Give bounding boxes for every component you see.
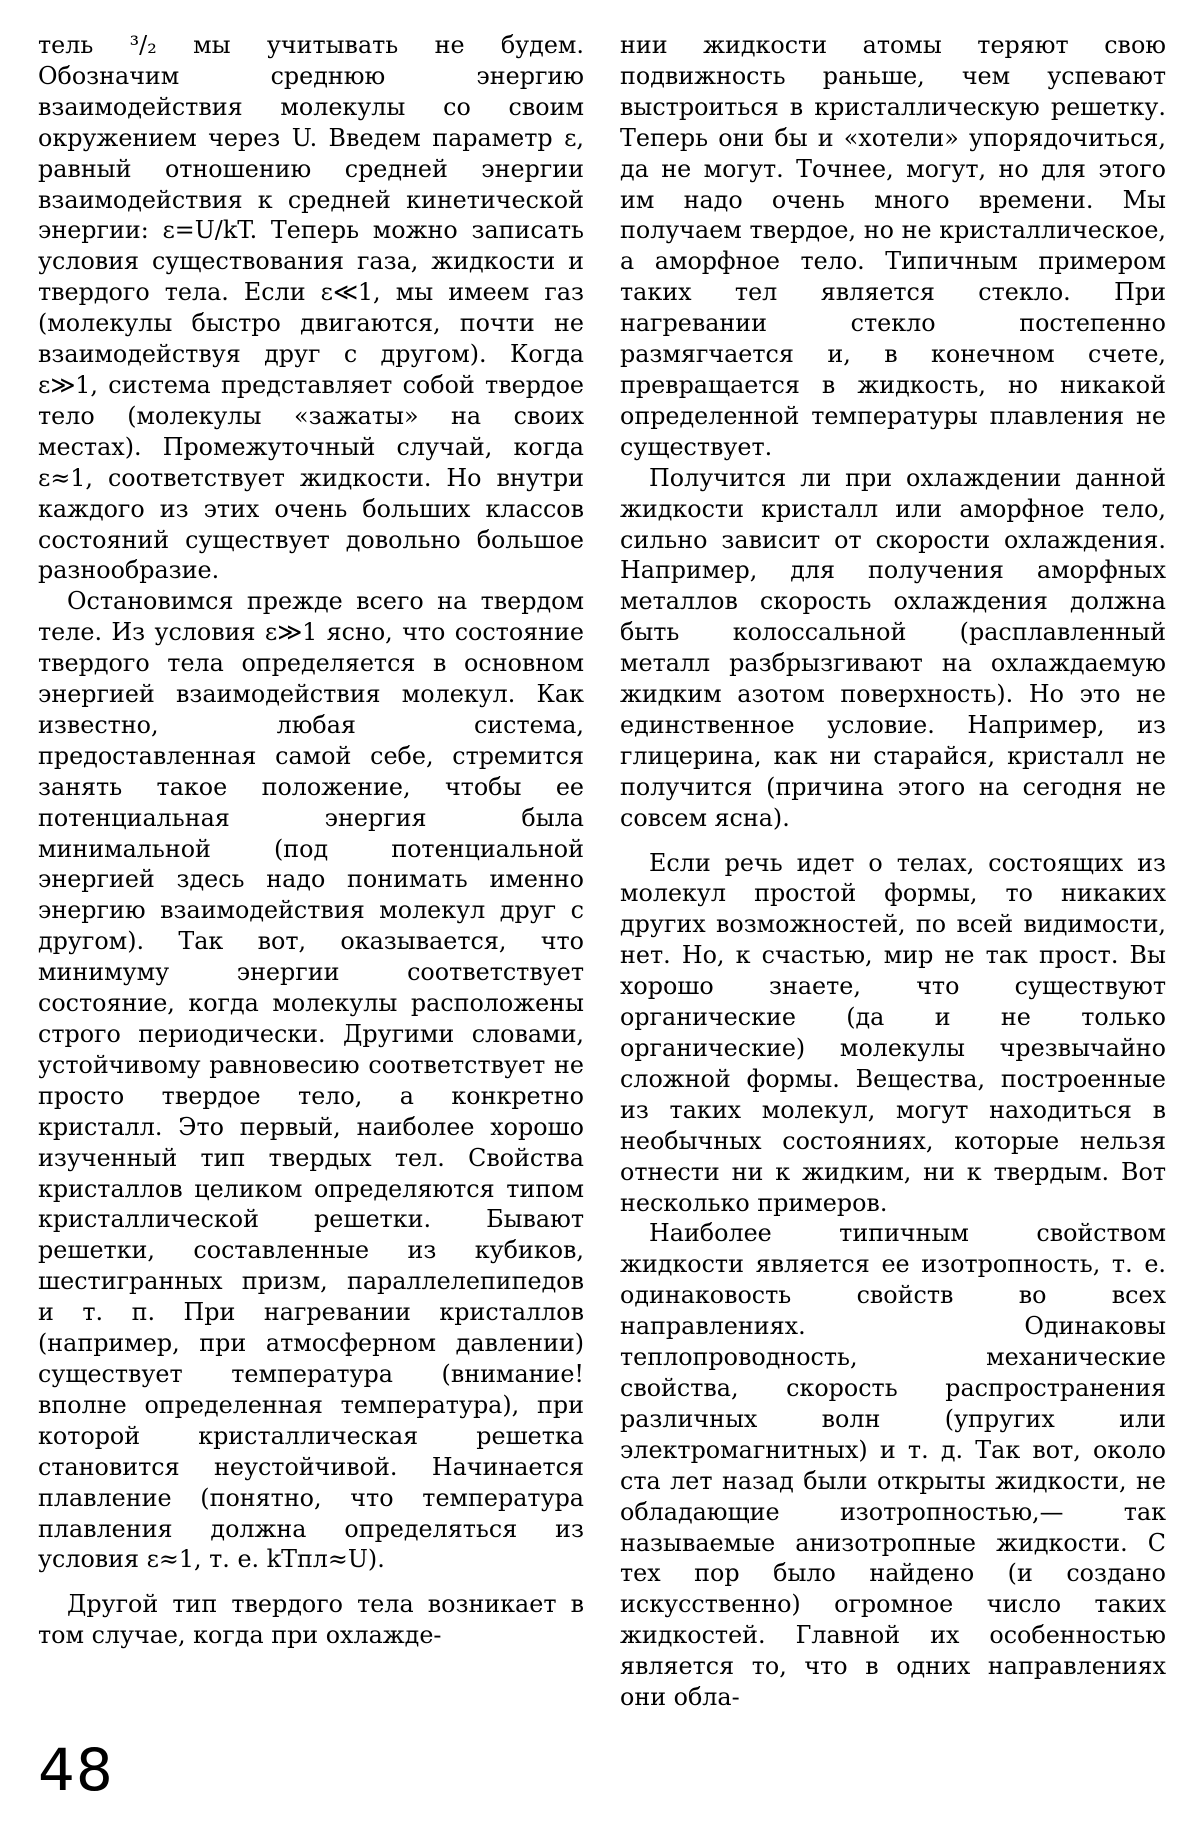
paragraph: тель ³/₂ мы учитывать не будем. Обозначим среднюю энергию взаимодействия молекулы со своим окружением через U. Введем параметр ε, равный отношению средней энергии взаимодействия к средней кинетической энергии: ε=U/kT. Теперь можно записать условия существования газа, жидкости и твердого тела. Если ε≪1, мы имеем газ (молекулы быстро двигаются, почти не взаимодействуя друг с другом). Когда ε≫1, система представляет собой твердое тело (молекулы «зажаты» на своих местах). Промежуточный случай, когда ε≈1, соответствует жидкости. Но внутри каждого из этих очень больших классов состояний существует довольно большое разнообразие. xyxy=(38,31,584,585)
paragraph: Другой тип твердого тела возникает в том случае, когда при охлажде- xyxy=(38,1590,584,1650)
paragraph: Остановимся прежде всего на твердом теле. Из условия ε≫1 ясно, что состояние твердого тела определяется в основном энергией взаимодействия молекул. Как известно, любая система, предоставленная самой себе, стремится занять такое положение, чтобы ее потенциальная энергия была минимальной (под потенциальной энергией здесь надо понимать именно энергию взаимодействия молекул друг с другом). Так вот, оказывается, что минимуму энергии соответствует состояние, когда молекулы расположены строго периодически. Другими словами, устойчивому равновесию соответствует не просто твердое тело, а конкретно кристалл. Это первый, наиболее хорошо изученный тип твердых тел. Свойства кристаллов целиком определяются типом кристаллической решетки. Бывают решетки, составленные из кубиков, шестигранных призм, параллелепипедов и т. п. При нагревании кристаллов (например, при атмосферном давлении) существует температура (внимание! вполне определенная температура), при которой кристаллическая решетка становится неустойчивой. Начинается плавление (понятно, что температура плавления должна определяться из условия ε≈1, т. е. kTпл≈U). xyxy=(38,587,584,1574)
paragraph: Если речь идет о телах, состоящих из молекул простой формы, то никаких других возможностей, по всей видимости, нет. Но, к счастью, мир не так прост. Вы хорошо знаете, что существуют органические (да и не только органические) молекулы чрезвычайно сложной формы. Вещества, построенные из таких молекул, могут находиться в необычных состояниях, которые нельзя отнести ни к жидким, ни к твердым. Вот несколько примеров. xyxy=(620,848,1166,1217)
right-column xyxy=(620,30,1166,1713)
paragraph: Получится ли при охлаждении данной жидкости кристалл или аморфное тело, сильно зависит от скорости охлаждения. Например, для получения аморфных металлов скорость охлаждения должна быть колоссальной (расплавленный металл разбрызгивают на охлаждаемую жидким азотом поверхность). Но это не единственное условие. Например, из глицерина, как ни старайся, кристалл не получится (причина этого на сегодня не совсем ясна). xyxy=(620,463,1166,832)
page-number: 48 xyxy=(38,1736,114,1804)
paragraph: нии жидкости атомы теряют свою подвижность раньше, чем успевают выстроиться в кристаллическую решетку. Теперь они бы и «хотели» упорядочиться, да не могут. Точнее, могут, но для этого им надо очень много времени. Мы получаем твердое, но не кристаллическое, а аморфное тело. Типичным примером таких тел является стекло. При нагревании стекло постепенно размягчается и, в конечном счете, превращается в жидкость, но никакой определенной температуры плавления не существует. xyxy=(620,31,1166,461)
left-column xyxy=(38,30,584,1651)
paragraph: Наиболее типичным свойством жидкости является ее изотропность, т. е. одинаковость свойств во всех направлениях. Одинаковы теплопроводность, механические свойства, скорость распространения различных волн (упругих или электромагнитных) и т. д. Так вот, около ста лет назад были открыты жидкости, не обладающие изотропностью,— так называемые анизотропные жидкости. С тех пор было найдено (и создано искусственно) огромное число таких жидкостей. Главной их особенностью является то, что в одних направлениях они обла- xyxy=(620,1219,1166,1712)
